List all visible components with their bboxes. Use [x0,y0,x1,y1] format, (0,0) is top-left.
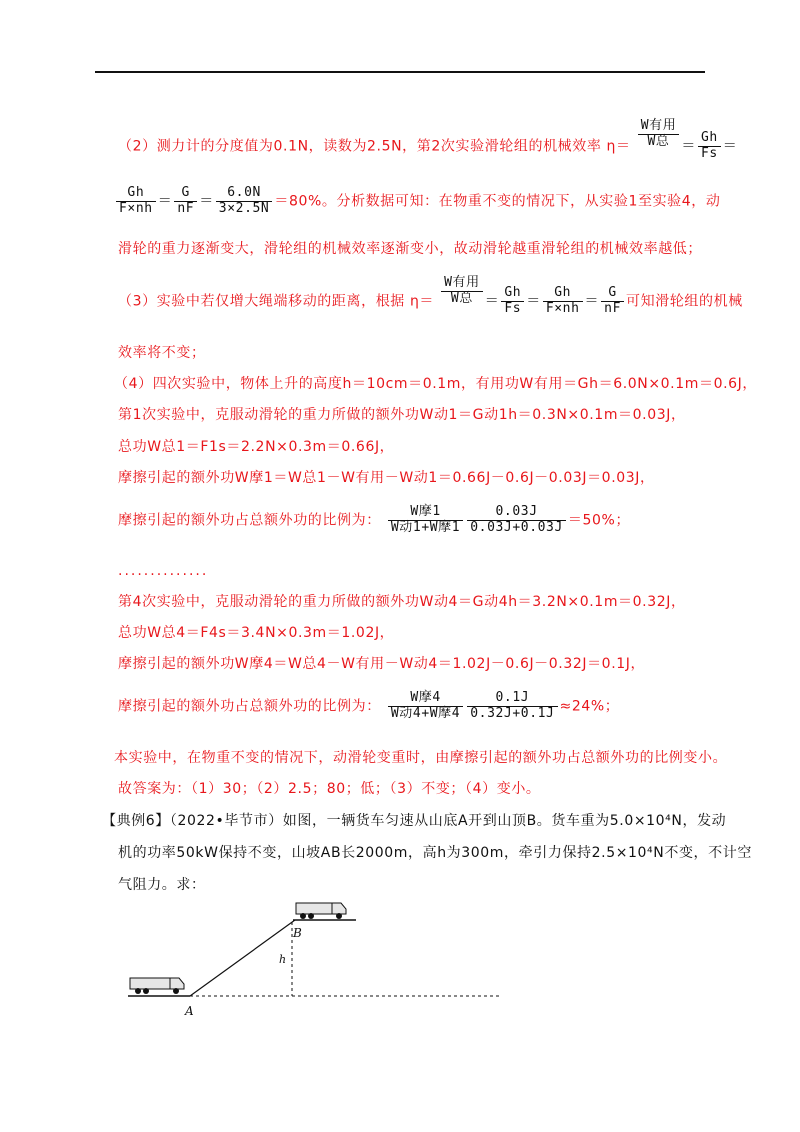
fraction-g-over-nf: $\frac{G}{nF}$ [174,186,197,217]
p2-line3: 滑轮的重力逐渐变大，滑轮组的机械效率逐渐变小，故动滑轮越重滑轮组的机械效率越低； [118,241,702,257]
p2-label: （2）测力计的分度值为0.1N，读数为2.5N，第2次实验滑轮组的机械效率 η＝ [118,138,631,155]
example6-line2: 机的功率50kW保持不变，山坡AB长2000m，高h为300m，牵引力保持2.5×10⁴N不变，不计空 [118,845,752,861]
truck-bottom-icon [130,978,184,994]
fraction-friction-ratio-1: $\frac{\text{W摩1}}{\text{W动1+W摩1}}$ [388,505,463,536]
ratio-line-4 [118,691,619,722]
slope-figure [0,898,800,1038]
fraction-gh-over-fs: $\frac{Gh}{Fs}$ [501,286,524,317]
p3-tail: 可知滑轮组的机械 [626,293,743,310]
p4-line3: 总功W总1＝F1s＝2.2N×0.3m＝0.66J， [118,439,395,455]
conclusion: 本实验中，在物重不变的情况下，动滑轮变重时，由摩擦引起的额外功占总额外功的比例变小。 [114,750,728,766]
ratio-label: 摩擦引起的额外功占总额外功的比例为： [118,698,381,715]
p2-line2: $\frac{Gh}{F\times nh}$ ＝ $\frac{G}{nF}$ ＝ $\frac{6.0N}{3\times 2.5N}$ ＝80%。分析数据可知：在物重不变的情况下，从实验1至实验4，动 [114,186,721,217]
p3-line1: （3）实验中若仅增大绳端移动的距离，根据 η＝ $\frac{\text{W有用}}{\text{W总}}$ ＝ $\frac{Gh}{Fs}$ ＝ $\frac{Gh}{F\times nh}$ ＝ $\frac{G}{nF}$ 可知滑轮组的机械 [118,275,743,316]
truck-top-icon [296,903,346,919]
example6-line1: 【典例6】（2022•毕节市）如图，一辆货车匀速从山底A开到山顶B。货车重为5.0×10⁴N，发动 [102,813,727,829]
header-rule [95,71,705,73]
ellipsis-dots: .............. [118,563,209,579]
fraction-friction-values-1: $\frac{0.03J}{0.03J+0.03J}$ [467,505,566,536]
p3-line2: 效率将不变； [118,345,206,361]
p4-line7: 摩擦引起的额外功W摩4＝W总4－W有用－W动4＝1.02J－0.6J－0.32J＝0.1J， [118,656,646,672]
example6-line3: 气阻力。求： [118,877,206,893]
fraction-w-useful-over-w-total: $\frac{\text{W有用}}{\text{W总}}$ [441,276,483,307]
p4-line4: 摩擦引起的额外功W摩1＝W总1－W有用－W动1＝0.66J－0.6J－0.03J＝0.03J， [118,470,655,486]
ratio-label: 摩擦引起的额外功占总额外功的比例为： [118,512,381,529]
fraction-values: $\frac{6.0N}{3\times 2.5N}$ [216,186,273,217]
p4-line6: 总功W总4＝F4s＝3.4N×0.3m＝1.02J， [118,625,395,641]
fraction-gh-over-fs: $\frac{Gh}{Fs}$ [698,131,721,162]
p4-line5: 第4次实验中，克服动滑轮的重力所做的额外功W动4＝G动4h＝3.2N×0.1m＝0.32J， [118,594,686,610]
fraction-w-useful-over-w-total: $\frac{\text{W有用}}{\text{W总}}$ [638,119,680,150]
label-h: h [279,953,287,966]
fraction-g-over-nf: $\frac{G}{nF}$ [601,286,624,317]
label-a: A [185,1004,194,1018]
p2-tail: ＝80%。分析数据可知：在物重不变的情况下，从实验1至实验4，动 [274,193,721,210]
fraction-gh-over-fnh: $\frac{Gh}{F\times nh}$ [116,186,156,217]
p3-label: （3）实验中若仅增大绳端移动的距离，根据 η＝ [118,293,435,310]
ratio-line-1 [118,505,630,536]
p2-line1: （2）测力计的分度值为0.1N，读数为2.5N，第2次实验滑轮组的机械效率 η＝ $\frac{\text{W有用}}{\text{W总}}$ ＝ $\frac{Gh}{Fs}$ ＝ [118,118,738,161]
label-b: B [293,926,302,940]
ratio-result-4: ≈24%； [559,698,620,715]
p4-line2: 第1次实验中，克服动滑轮的重力所做的额外功W动1＝G动1h＝0.3N×0.1m＝0.03J， [118,407,686,423]
ratio-result-1: ＝50%； [567,512,631,529]
answer-line: 故答案为：（1）30；（2）2.5；80；低；（3）不变；（4）变小。 [118,781,541,797]
p4-line1: （4）四次实验中，物体上升的高度h＝10cm＝0.1m，有用功W有用＝Gh＝6.0N×0.1m＝0.6J， [114,376,757,392]
fraction-gh-over-fnh: $\frac{Gh}{F\times nh}$ [543,286,583,317]
fraction-friction-ratio-4: $\frac{\text{W摩4}}{\text{W动4+W摩4}}$ [388,691,463,722]
fraction-friction-values-4: $\frac{0.1J}{0.32J+0.1J}$ [467,691,557,722]
